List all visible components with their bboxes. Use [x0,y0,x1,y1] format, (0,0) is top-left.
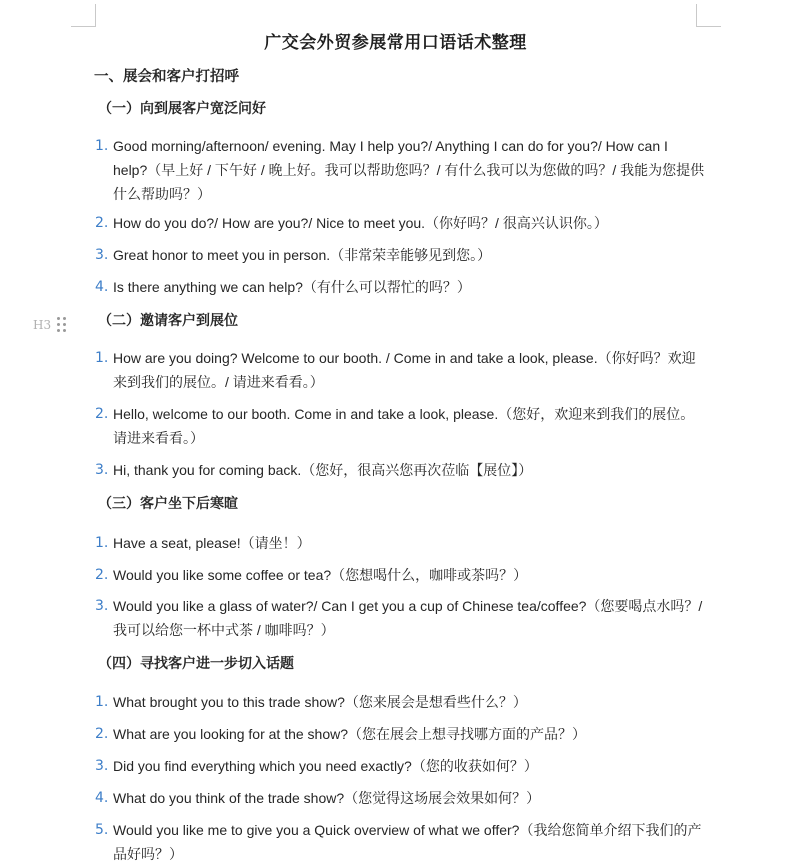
list-item [95,458,705,482]
document-title: 广交会外贸参展常用口语话术整理 [264,33,527,53]
list-item [95,531,705,555]
list-item [95,134,705,206]
block-hover-hint [33,317,66,332]
list-item [95,594,705,642]
subsection-heading-1: （一）向到展客户宽泛问好 [98,101,266,117]
subsection-heading-4: （四）寻找客户进一步切入话题 [98,656,294,672]
list-number: 2. [95,406,109,422]
list-item [95,275,705,299]
list-number: 4. [95,790,109,806]
list-item-text: Would you like some coffee or tea?（您想喝什么，咖啡或茶吗？） [113,567,528,583]
list-item-text: What do you think of the trade show?（您觉得这场展会效果如何？） [113,790,541,806]
list-item-text: How do you do?/ How are you?/ Nice to meet you.（你好吗？/ 很高兴认识你。） [113,215,608,231]
list-item [95,722,705,746]
list-item-text: Hello, welcome to our booth. Come in and take a look, please.（您好，欢迎来到我们的展位。请进来看看。） [113,406,695,446]
list-item-text: How are you doing? Welcome to our booth. / Come in and take a look, please.（你好吗？欢迎来到我们的展位。/ 请进来看看。） [113,350,696,390]
list-item-text: Hi, thank you for coming back.（您好，很高兴您再次莅临【展位】） [113,462,533,478]
list-number: 2. [95,726,109,742]
list-item-text: Did you find everything which you need exactly?（您的收获如何？） [113,758,538,774]
list-item-text: Would you like a glass of water?/ Can I get you a cup of Chinese tea/coffee?（您要喝点水吗？/ 我可以给您一杯中式茶 / 咖啡吗？） [113,598,703,638]
list-item [95,690,705,714]
page-corner-mark-right [696,4,721,27]
subsection-heading-3: （三）客户坐下后寒暄 [98,496,238,512]
list-item-text: Is there anything we can help?（有什么可以帮忙的吗？） [113,279,471,295]
list-number: 1. [95,138,109,154]
section-heading: 一、展会和客户打招呼 [94,69,239,85]
list-number: 2. [95,567,109,583]
drag-handle-icon[interactable] [57,317,66,332]
list-item [95,211,705,235]
list-item [95,402,705,450]
list-number: 3. [95,758,109,774]
list-number: 5. [95,822,109,838]
list-item-text: Have a seat, please!（请坐！） [113,535,311,551]
list-item-text: Good morning/afternoon/ evening. May I help you?/ Anything I can do for you?/ How can I help?（早上好 / 下午好 / 晚上好。我可以帮助您吗？/ 有什么我可以为您做的吗？/ 我能为您提供什么帮助吗？） [113,138,705,202]
subsection-heading-2: （二）邀请客户到展位 [98,313,238,329]
list-number: 3. [95,247,109,263]
list-item [95,243,705,267]
list-item-text: Great honor to meet you in person.（非常荣幸能够见到您。） [113,247,492,263]
list-item-text: Would you like me to give you a Quick overview of what we offer?（我给您简单介绍下我们的产品好吗？） [113,822,702,862]
list-item [95,346,705,394]
list-item-text: What are you looking for at the show?（您在展会上想寻找哪方面的产品？） [113,726,587,742]
list-number: 3. [95,462,109,478]
list-number: 1. [95,694,109,710]
list-item [95,563,705,587]
list-item [95,786,705,810]
page-corner-mark-left [71,4,96,27]
list-number: 2. [95,215,109,231]
list-item-text: What brought you to this trade show?（您来展会是想看些什么？） [113,694,527,710]
list-number: 3. [95,598,109,614]
list-number: 1. [95,535,109,551]
list-number: 4. [95,279,109,295]
list-number: 1. [95,350,109,366]
heading-level-label: H3 [33,317,52,332]
list-item [95,818,705,866]
list-item [95,754,705,778]
